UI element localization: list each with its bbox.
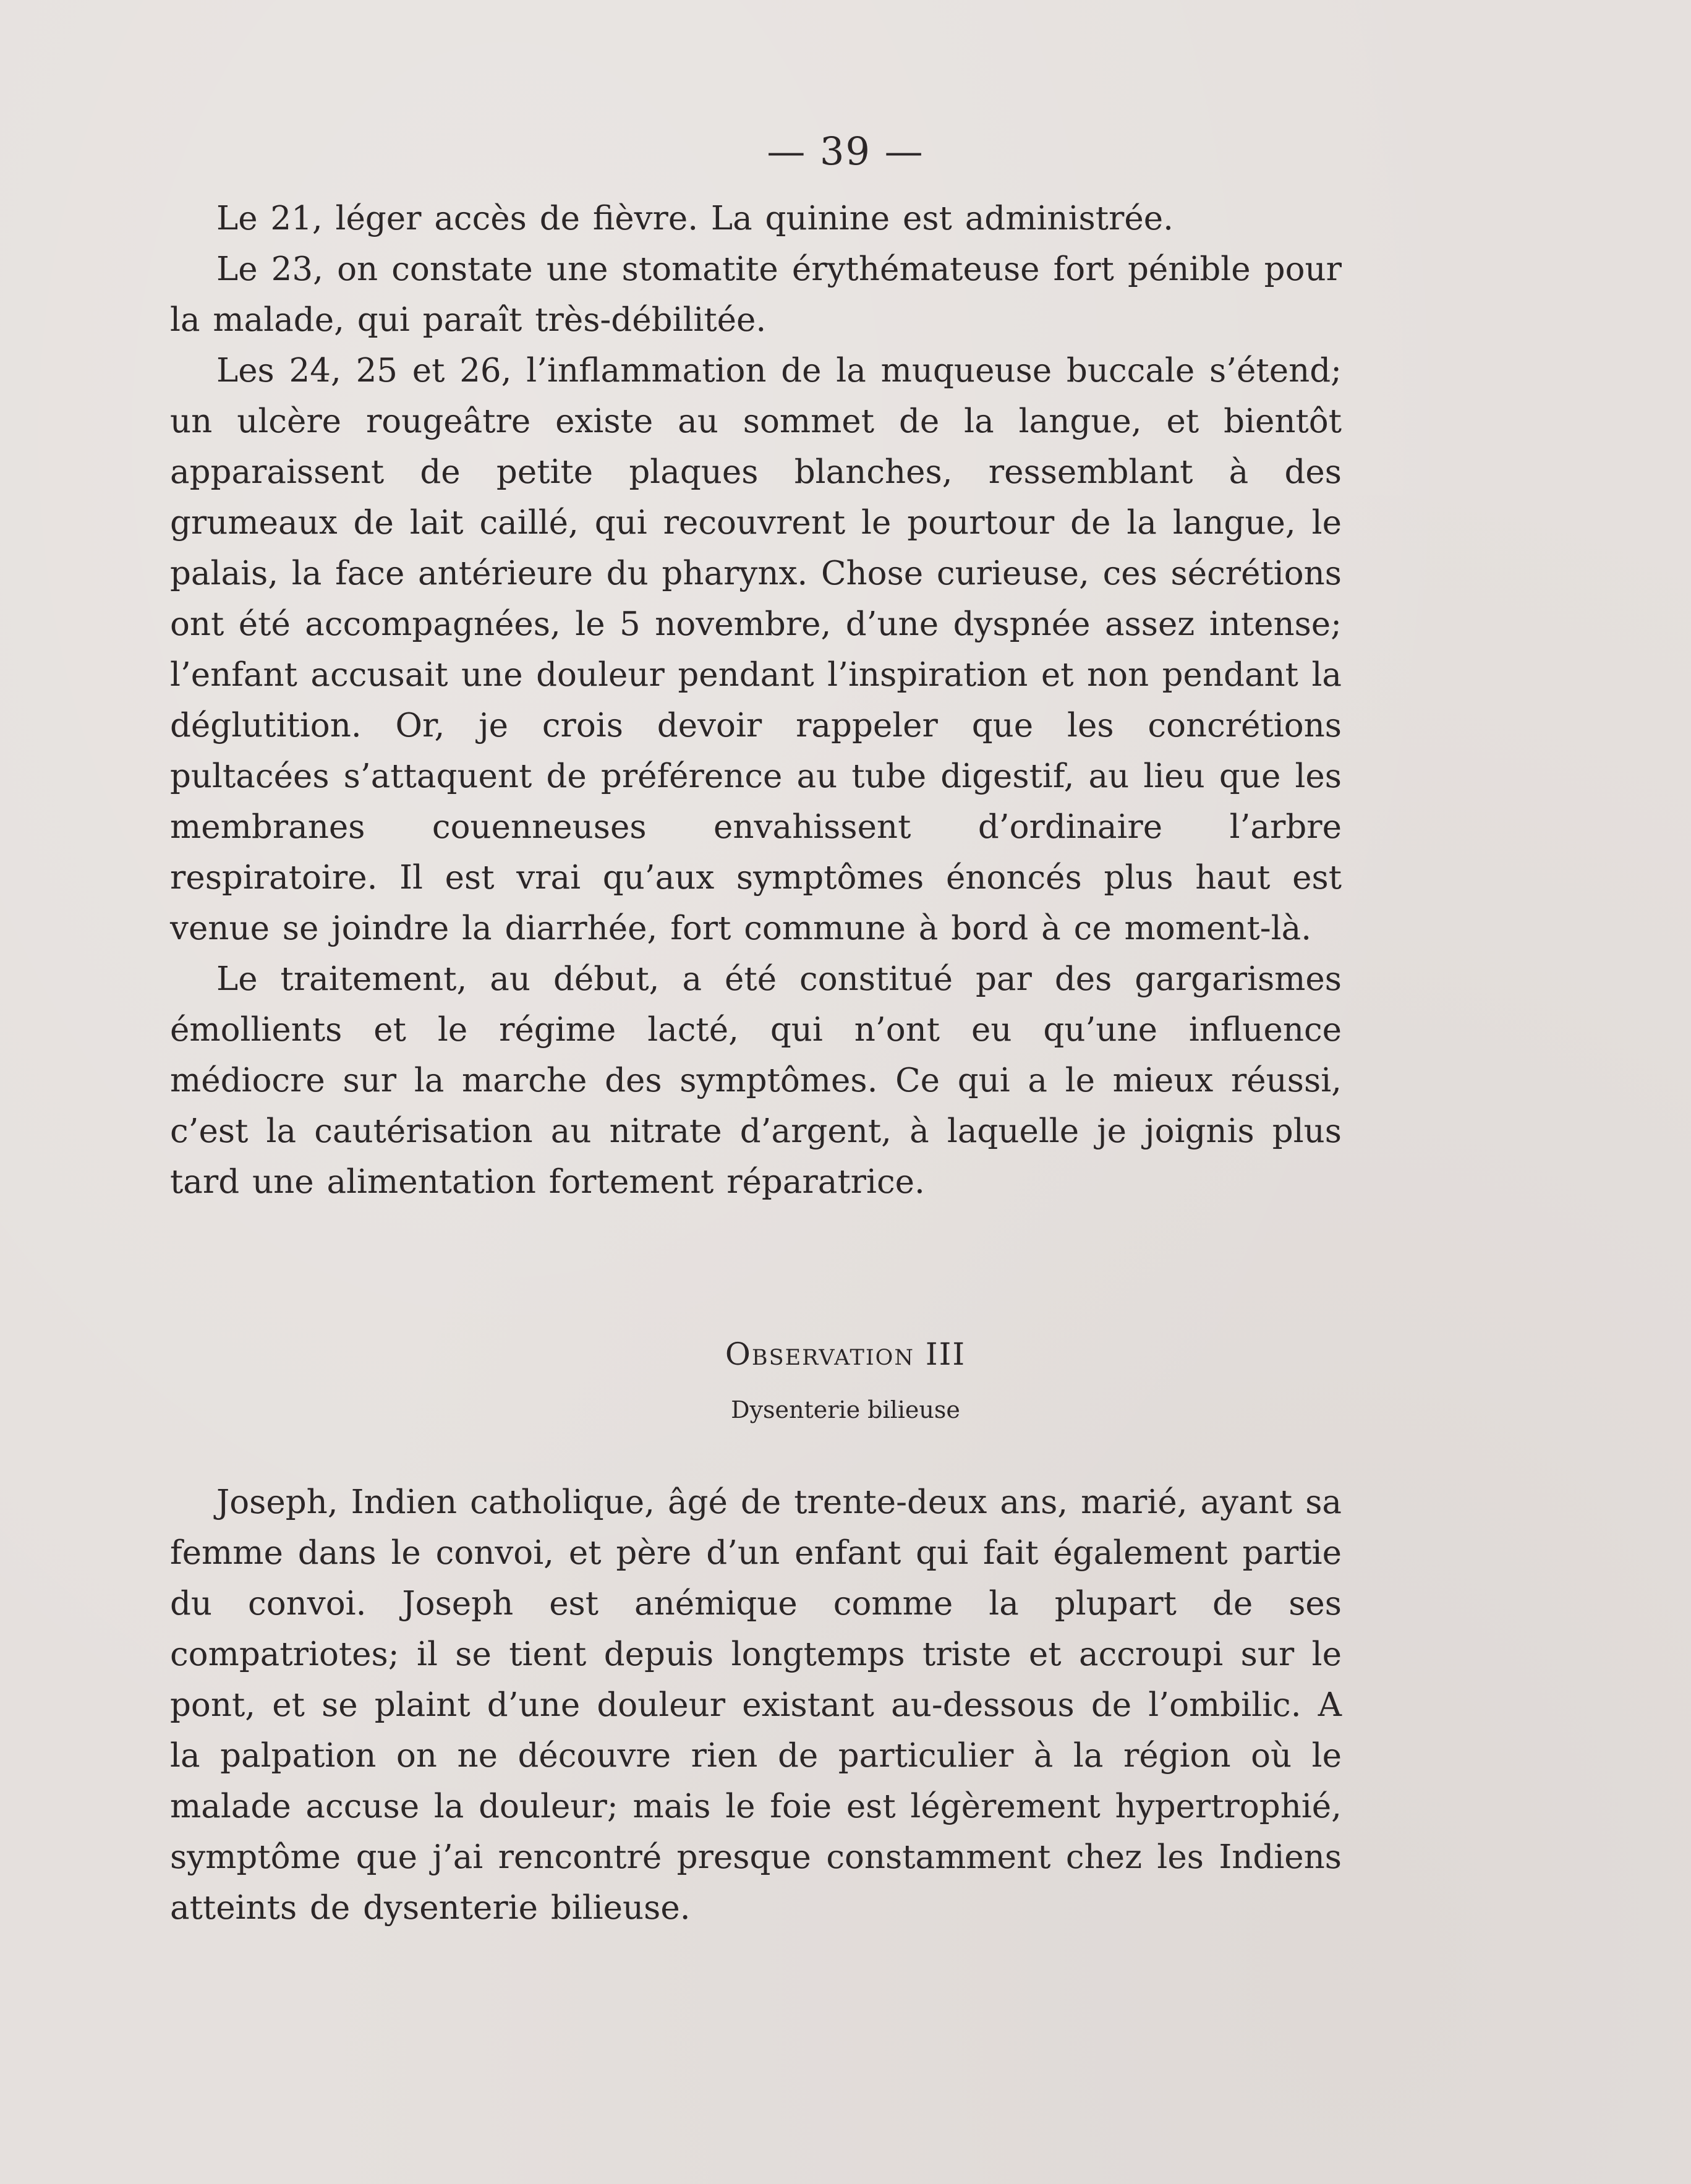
text-section-1	[170, 194, 1342, 1208]
page-number: — 39 —	[767, 129, 924, 174]
text-section-observation	[170, 1477, 1342, 1934]
observation-title: Observation III	[725, 1336, 966, 1372]
paragraph: Le traitement, au début, a été constitué par des gargarismes émollients et le régime lacté, qui n’ont eu qu’une influence médiocre sur la marche des symptômes. Ce qui a le mieux réussi, c’est la cautérisation au nitrate d’argent, à laquelle je joignis plus tard une alimentation fortement réparatrice.	[170, 960, 1342, 1201]
observation-subtitle: Dysenterie bilieuse	[731, 1396, 960, 1423]
paragraph: Le 21, léger accès de fièvre. La quinine est administrée.	[216, 200, 1173, 237]
paragraph: Les 24, 25 et 26, l’inflammation de la muqueuse buccale s’étend; un ulcère rougeâtre existe au sommet de la langue, et bientôt apparaissent de petite plaques blanches, ressemblant à des grumeaux de lait caillé, qui recouvrent le pourtour de la langue, le palais, la face antérieure du pharynx. Chose curieuse, ces sécrétions ont été accompagnées, le 5 novembre, d’une dyspnée assez intense; l’enfant accusait une douleur pendant l’inspiration et non pendant la déglutition. Or, je crois devoir rappeler que les concrétions pultacées s’attaquent de préférence au tube digestif, au lieu que les membranes couenneuses envahissent d’ordinaire l’arbre respiratoire. Il est vrai qu’aux symptômes énoncés plus haut est venue se joindre la diarrhée, fort commune à bord à ce moment-là.	[170, 352, 1342, 947]
paragraph: Le 23, on constate une stomatite érythémateuse fort pénible pour la malade, qui paraît très-débilitée.	[170, 250, 1342, 339]
paragraph: Joseph, Indien catholique, âgé de trente-deux ans, marié, ayant sa femme dans le convoi, et père d’un enfant qui fait également partie du convoi. Joseph est anémique comme la plupart de ses compatriotes; il se tient depuis longtemps triste et accroupi sur le pont, et se plaint d’une douleur existant au-dessous de l’ombilic. A la palpation on ne découvre rien de particulier à la région où le malade accuse la douleur; mais le foie est légèrement hypertrophié, symptôme que j’ai rencontré presque constamment chez les Indiens atteints de dysenterie bilieuse.	[170, 1483, 1342, 1927]
